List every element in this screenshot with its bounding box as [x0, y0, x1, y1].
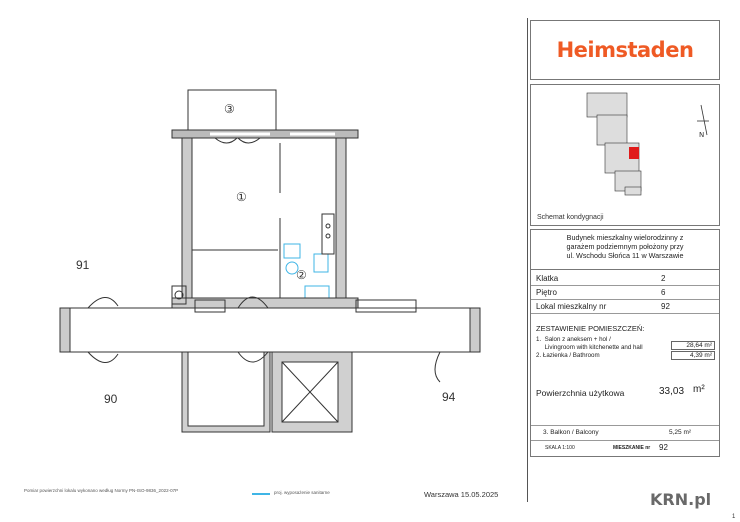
- flat-number-label: MIESZKANIE nr: [613, 445, 651, 451]
- floor-schema-drawing: [531, 85, 719, 205]
- room-1-area: 28,64 m²: [671, 341, 715, 350]
- description-line-2: garażem podziemnym położony przy: [566, 242, 684, 251]
- room-1-label: ①: [236, 190, 247, 204]
- watermark-logo: KRN.pl: [650, 490, 712, 509]
- description-line-3: ul. Wschodu Słońca 11 w Warszawie: [566, 251, 684, 260]
- sanitary-legend-swatch: [252, 493, 270, 495]
- floor-schema-caption: Schemat kondygnacji: [537, 214, 604, 221]
- floor-plan-area: [20, 18, 528, 502]
- info-row-lokal: Lokal mieszkalny nr 92: [531, 300, 719, 314]
- room-1-description: 1. Salon z aneksem + hol / Livingroom with kitchenette and hall: [536, 336, 643, 351]
- description-line-1: Budynek mieszkalny wielorodzinny z: [566, 233, 684, 242]
- info-row-pietro: Piętro 6: [531, 286, 719, 300]
- info-row-klatka: Klatka 2: [531, 272, 719, 286]
- norm-note: Pomiar powierzchni lokalu wykonano według Normy PN-ISO-9836_2022-07P: [24, 488, 179, 493]
- building-description: [531, 230, 719, 270]
- rooms-summary-title: ZESTAWIENIE POMIESZCZEŃ:: [536, 324, 645, 333]
- sanitary-legend-text: proj. wyposażenie sanitarne: [274, 490, 330, 495]
- usable-area-value: 33,03: [659, 386, 685, 397]
- neighbor-94-label: 94: [442, 390, 456, 404]
- corner-number: 1: [732, 514, 736, 520]
- room-2-label: ②: [296, 268, 307, 282]
- brand-logo-box: [530, 20, 720, 80]
- selected-flat-marker: [629, 147, 639, 159]
- room-2-description: 2. Łazienka / Bathroom: [536, 352, 600, 359]
- plan-date: Warszawa 15.05.2025: [424, 490, 499, 499]
- scale-row: [531, 441, 719, 457]
- floor-plan-drawing: [20, 18, 528, 502]
- flat-number-value: 92: [659, 443, 668, 452]
- floor-schema-box: [530, 84, 720, 226]
- scale-label: SKALA 1:100: [545, 445, 575, 451]
- neighbor-90-label: 90: [104, 392, 118, 406]
- svg-text:N: N: [699, 131, 705, 139]
- neighbor-91-label: 91: [76, 258, 90, 272]
- info-panel: [530, 229, 720, 457]
- usable-area-unit: m²: [693, 384, 705, 395]
- north-arrow-icon: [697, 105, 709, 139]
- room-3-label: ③: [224, 102, 235, 116]
- usable-area-label: Powierzchnia użytkowa: [536, 388, 625, 398]
- brand-logo: Heimstaden: [556, 38, 694, 62]
- balcony-row: 3. Balkon / Balcony 5,25 m²: [531, 425, 719, 441]
- room-2-area: 4,39 m²: [671, 351, 715, 360]
